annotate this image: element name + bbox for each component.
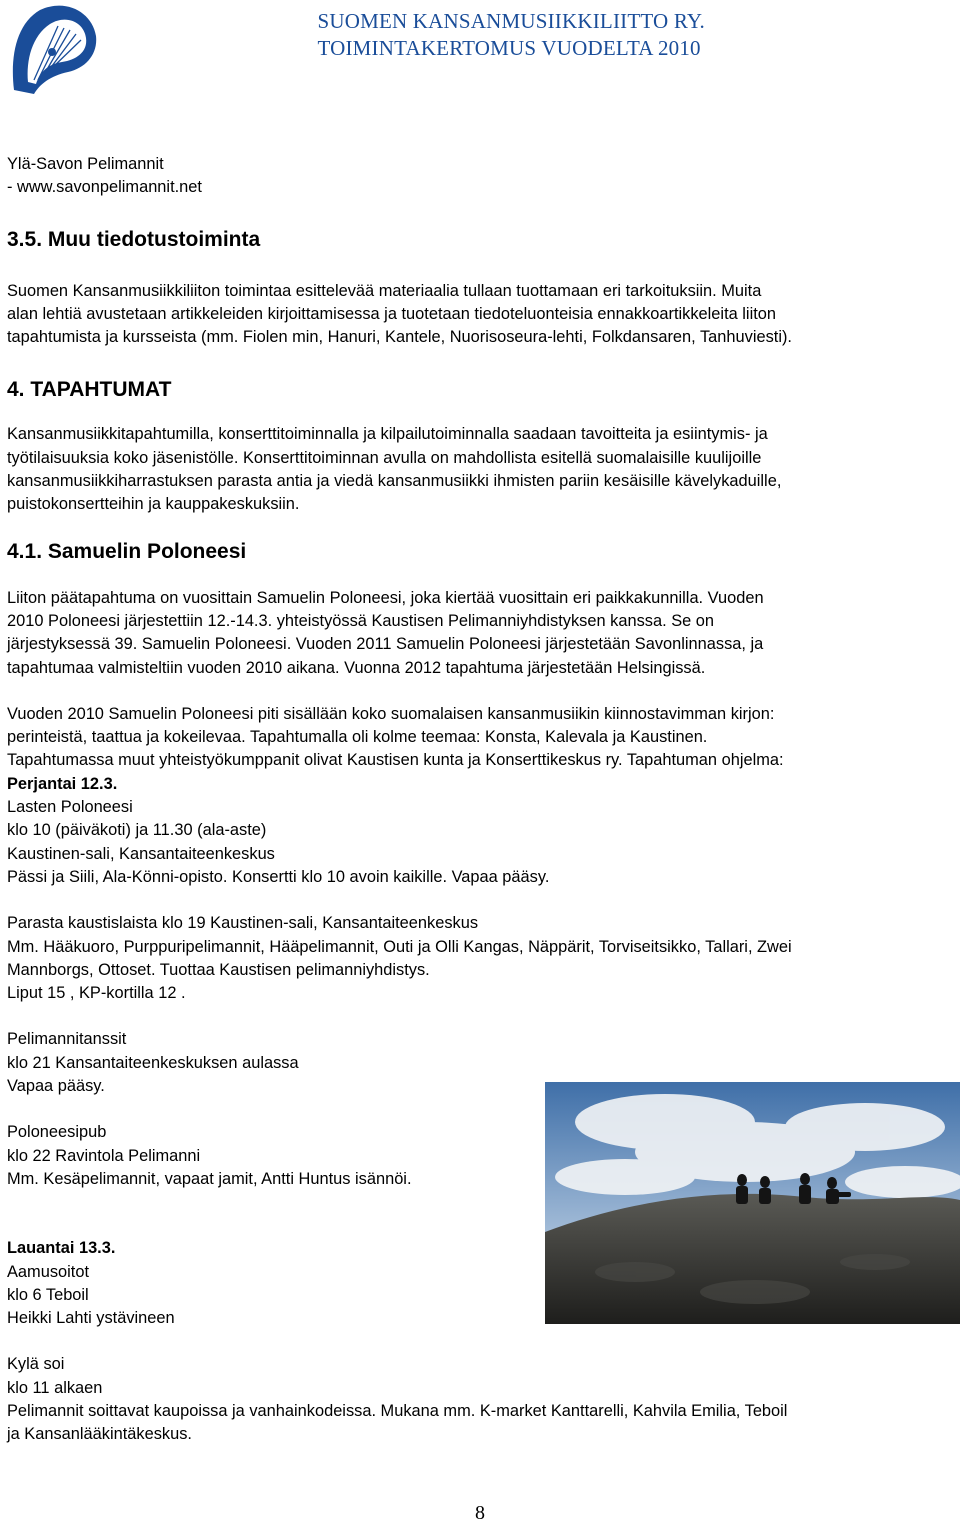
paragraph-line: alan lehtiä avustetaan artikkeleiden kirjoittamisessa ja tuotetaan tiedoteluonteisia ennakkoartikkeleita liiton xyxy=(7,304,776,323)
paragraph-line: kansanmusiikkiharrastuksen parasta antia ja viedä kansanmusiikki ihmisten pariin kesäisille kävelykaduille, xyxy=(7,472,782,491)
program-line: Mm. Hääkuoro, Purppuripelimannit, Hääpelimannit, Outi ja Olli Kangas, Näppärit, Torviseitsikko, Tallari, Zwei xyxy=(7,937,792,956)
program-line: klo 11 alkaen xyxy=(7,1378,103,1397)
program-line: Kylä soi xyxy=(7,1355,65,1374)
paragraph-line: Liiton päätapahtuma on vuosittain Samuelin Poloneesi, joka kiertää vuosittain eri paikkakunnilla. Vuoden xyxy=(7,588,764,607)
header-line-report: TOIMINTAKERTOMUS VUODELTA 2010 xyxy=(317,36,701,60)
program-line: Mm. Kesäpelimannit, vapaat jamit, Antti Huntus isännöi. xyxy=(7,1169,412,1188)
program-day-saturday: Lauantai 13.3. xyxy=(7,1239,116,1258)
program-line: klo 6 Teboil xyxy=(7,1285,89,1304)
paragraph-line: työtilaisuuksia koko jäsenistölle. Konserttitoiminnan avulla on mahdollista esitellä suomalaisille kuulijoille xyxy=(7,448,762,467)
program-line: Vapaa pääsy. xyxy=(7,1077,105,1096)
paragraph-line: järjestyksessä 39. Samuelin Poloneesi. Vuoden 2011 Samuelin Poloneesi järjestetään Savonlinnassa, ja xyxy=(7,635,764,654)
program-line: Lasten Poloneesi xyxy=(7,798,133,817)
program-line: Aamusoitot xyxy=(7,1262,89,1281)
section-heading-4-1: 4.1. Samuelin Poloneesi xyxy=(7,539,247,563)
program-line: klo 22 Ravintola Pelimanni xyxy=(7,1146,201,1165)
paragraph-line: 2010 Poloneesi järjestettiin 12.-14.3. yhteistyössä Kaustisen Pelimanniyhdistyksen kanssa. Se on xyxy=(7,611,715,630)
header-line-org: SUOMEN KANSANMUSIIKKILIITTO RY. xyxy=(317,9,705,33)
paragraph-line: tapahtumista ja kursseista (mm. Fiolen min, Hanuri, Kantele, Nuorisoseura-lehti, Folkdansaren, Tanhuviesti). xyxy=(7,328,792,347)
paragraph-line: perinteistä, taattua ja kokeilevaa. Tapahtumalla oli kolme teemaa: Konsta, Kalevala ja Kaustinen. xyxy=(7,728,708,747)
program-line: Parasta kaustislaista klo 19 Kaustinen-sali, Kansantaiteenkeskus xyxy=(7,914,479,933)
program-line: ja Kansanlääkintäkeskus. xyxy=(7,1425,192,1444)
kantele-logo-icon xyxy=(6,2,102,98)
program-line: Poloneesipub xyxy=(7,1123,107,1142)
program-line: Mannborgs, Ottoset. Tuottaa Kaustisen pelimanniyhdistys. xyxy=(7,960,430,979)
program-line: Heikki Lahti ystävineen xyxy=(7,1309,175,1328)
intro-line: Ylä-Savon Pelimannit xyxy=(7,155,164,173)
section-heading-3-5: 3.5. Muu tiedotustoiminta xyxy=(7,227,261,251)
paragraph-line: puistokonsertteihin ja kauppakeskuksiin. xyxy=(7,495,300,514)
paragraph-line: Vuoden 2010 Samuelin Poloneesi piti sisällään koko suomalaisen kansanmusiikin kiinnostavimman kirjon: xyxy=(7,704,775,723)
paragraph-line: tapahtumaa valmisteltiin vuoden 2010 aikana. Vuonna 2012 tapahtuma järjestetään Helsingissä. xyxy=(7,658,706,677)
program-line: klo 10 (päiväkoti) ja 11.30 (ala-aste) xyxy=(7,821,267,840)
paragraph-line: Tapahtumassa muut yhteistyökumppanit olivat Kaustisen kunta ja Konserttikeskus ry. Tapahtuman ohjelma: xyxy=(7,751,784,770)
musicians-on-rock-photo xyxy=(545,1082,960,1324)
document-header xyxy=(317,8,705,62)
paragraph-line: Suomen Kansanmusiikkiliiton toimintaa esittelevää materiaalia tullaan tuottamaan eri tarkoituksiin. Muita xyxy=(7,281,762,300)
program-line: klo 21 Kansantaiteenkeskuksen aulassa xyxy=(7,1053,299,1072)
paragraph-line: Kansanmusiikkitapahtumilla, konserttitoiminnalla ja kilpailutoiminnalla saadaan tavoitteita ja esiintymis- ja xyxy=(7,425,768,444)
program-line: Pässi ja Siili, Ala-Könni-opisto. Konsertti klo 10 avoin kaikille. Vapaa pääsy. xyxy=(7,867,550,886)
page-number: 8 xyxy=(475,1502,485,1524)
program-line: Pelimannit soittavat kaupoissa ja vanhainkodeissa. Mukana mm. K-market Kanttarelli, Kahvila Emilia, Teboil xyxy=(7,1401,788,1420)
intro-link[interactable]: - www.savonpelimannit.net xyxy=(7,178,202,197)
section-heading-4: 4. TAPAHTUMAT xyxy=(7,378,172,402)
program-line: Kaustinen-sali, Kansantaiteenkeskus xyxy=(7,844,275,863)
program-line: Liput 15 , KP-kortilla 12 . xyxy=(7,984,186,1003)
program-line: Pelimannitanssit xyxy=(7,1030,127,1049)
program-day-friday: Perjantai 12.3. xyxy=(7,774,118,793)
